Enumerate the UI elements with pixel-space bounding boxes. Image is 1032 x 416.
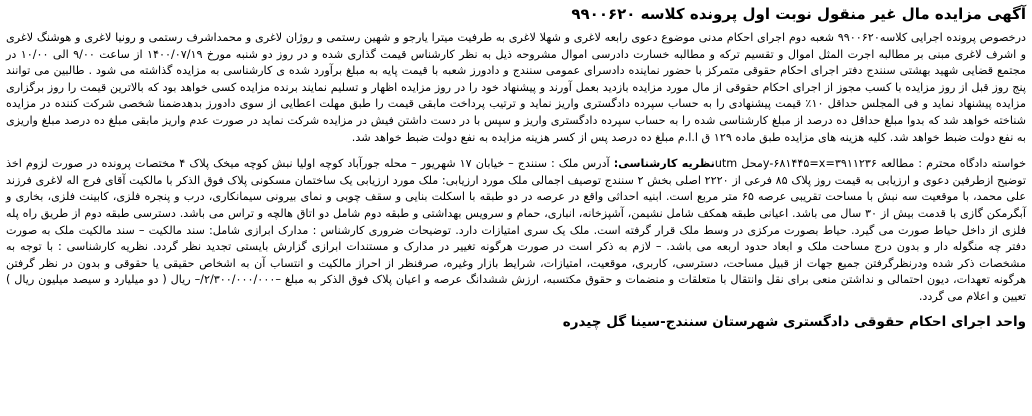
notice-title: آگهی مزایده مال غیر منقول نوبت اول پرونده کلاسه ۹۹۰۰۶۲۰: [571, 5, 1026, 23]
court-request-lead: خواسته دادگاه محترم : مطالعه ۳۹۱۱۲۳۶=y-۶۸۱۴۴۵=xمحل utm: [714, 157, 1027, 171]
expert-opinion-heading: نظریه کارشناسی:: [613, 157, 715, 171]
auction-conditions-paragraph: درخصوص پرونده اجرایی کلاسه۹۹۰۰۶۲۰ شعبه دوم اجرای احکام مدنی موضوع دعوی رابعه لاغری و شهلا لاغری به طرفیت میترا یارجو و شهین رستمی و روژان لاغری و محمداشرف رستمی و رونیا لاغری و هوشنگ لاغری و اشرف لاغری مبنی بر مطالبه اجرت المثل اموال و تقسیم ترکه و مطالبه خسارت دادرسی اموال مشروحه ذیل به نظر کارشناس قیمت گذاری شده و در روز دو شنبه مورخ ۱۴۰۰/۰۷/۱۹ از ساعت ۹/۰۰ الی ۱۰/۰۰ در مجتمع قضایی شهید بهشتی سنندج دفتر اجرای احکام حقوقی متمرکز با حضور نماینده دادسرای عمومی سنندج و دادورز شعبه با قیمت پایه به مبلغ برآورد شده ی کارشناسی به مزایده گذاشته می شود . طالبین می توانند پنج روز قبل از روز مزایده با کسب مجوز از اجرای احکام حقوقی از مال مورد مزایده بازدید بعمل آورند و پیشنهاد خود را در روز مزایده اظهار و تسلیم نمایند برنده مزایده کسی خواهد بود که بالاترین قیمت را روز برگزاری مزایده پیشنهاد نماید و فی المجلس حداقل ۱۰٪ قیمت پیشنهادی را به حساب سپرده دادگستری واریز نماید و ترتیب پرداخت مابقی قیمت را طبق مهلت اعطایی از سوی دادورز بدهدضمنا شخصی شرکت کننده در مزایده شناخته خواهد شد که بدوا مبلغ حداقل ده درصد از مبلغ کارشناسی شده را به حساب سپرده دادگستری واریز و سپس با در دست داشتن فیش در مزایده شرکت نماید در صورت عدم واریز مابقی مبلغ ده درصد مبلغ واریزی به نفع دولت ضبط خواهد شد. کلیه هزینه های مزایده طبق ماده ۱۲۹ ق ا.ا.م مبلغ ده درصد پس از کسر هزینه مزایده به نفع دولت ضبط خواهد شد.: [6, 31, 1026, 144]
expert-opinion-body: آدرس ملک : سنندج – خیابان ۱۷ شهریور – محله جورآباد کوچه اولیا نبش کوچه میخک پلاک ۴ مختصات پرونده در صورت لزوم اخذ توضیح ازطرفین دعوی و ارزیابی به قیمت روز پلاک ۸۵ فرعی از ۲۲۲۰ اصلی بخش ۲ سنندج توصیف اجمالی ملک مورد ارزیابی: ملک مورد ارزیابی یک ساختمان مسکونی پلاک فوق الذکر با مالکیت آقای فرج اله لاغری فرزند علی محمد، با موقعیت سه نبش با مساحت تقریبی عرصه ۶۵ متر مربع است. ابنیه احداثی واقع در عرصه در دو طبقه با اسکلت بنایی و سقف چوبی و نمای بیرونی سیمانکاری، درب و پنجره فلزی، کابینت فلزی، بخاری و آبگرمکن گازی با قدمت بیش از ۳۰ سال می باشد. اعیانی طبقه همکف شامل نشیمن، آشپزخانه، انباری، حمام و سرویس بهداشتی و طبقه دوم شامل دو اتاق هالچه و تراس می باشد. دسترسی طبقه دوم از طریق راه پله فلزی از داخل حیاط صورت می گیرد. حیاط بصورت مرکزی در وسط ملک قرار گرفته است. ملک یک سری امتیازات دارد. توضیحات ضروری کارشناس : مدارک ابرازی شامل: سند مالکیت – سند مالکیت ملک به صورت دفتر چه منگوله دار و بدون درج مساحت ملک و ابعاد حدود اربعه می باشد. – لازم به ذکر است در صورت هرگونه تغییر در مدارک و مستندات ابرازی گزارش بایستی تجدید نظر گردد. نظریه کارشناسی : با توجه به مشخصات ذکر شده ودرنظرگرفتن جمیع جهات از قبیل مساحت، دسترسی، کاربری، موقعیت، امتیازات، شرایط بازار وغیره، صرفنظر از احراز مالکیت و انتساب آن به اشخاص حقیقی یا حقوقی و بدون در نظر گرفتن هرگونه تعهدات، دیون احتمالی و نداشتن منعی برای نقل وانتقال با متعلقات و منضمات و حقوق مکتسبه، ارزش ششدانگ عرصه و اعیان پلاک فوق الذکر به مبلغ –۲/۳۰۰/۰۰۰/۰۰۰/– ریال ( دو میلیارد و سیصد میلیون ریال ) تعیین و اعلام می گردد.: [6, 157, 1027, 303]
expert-opinion-paragraph: [6, 156, 1026, 305]
issuing-unit-signature: واحد اجرای احکام حقوقی دادگستری شهرستان سنندج-سینا گل چیدره: [562, 313, 1026, 330]
